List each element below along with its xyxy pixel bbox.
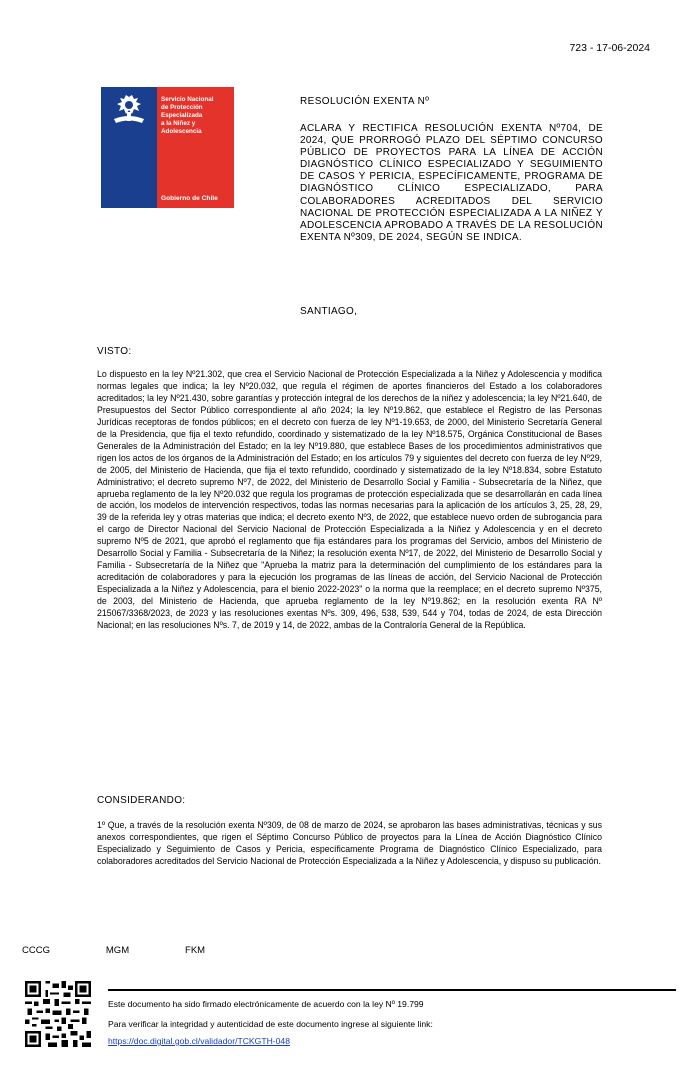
resolution-title: RESOLUCIÓN EXENTA Nº <box>300 96 430 107</box>
city-line: SANTIAGO, <box>300 306 358 317</box>
visto-paragraph: Lo dispuesto en la ley Nº21.302, que crea el Servicio Nacional de Protección Especializada a la Niñez y Adolescencia y modifica normas legales que indica; la ley Nº20.032, que regula el régimen de aportes financieros del Estado a los colaboradores acreditados; la ley Nº21.430, sobre garantías y protección integral de los derechos de la niñez y adolescencia; la ley Nº21.640, de Presupuestos del Sector Público correspondiente al año 2024; la ley Nº19.862, que establece el Registro de las Personas Jurídicas receptoras de fondos públicos; en el decreto con fuerza de ley Nº1-19.653, de 2000, del Ministerio Secretaría General de la Presidencia, que fija el texto refundido, coordinado y sistematizado de la ley Nº18.575, Orgánica Constitucional de Bases Generales de la Administración del Estado; en la ley Nº19.880, que establece Bases de los procedimientos administrativos que rigen los actos de los órganos de la Administración del Estado; en los artículos 79 y siguientes del decreto con fuerza de ley Nº29, de 2005, del Ministerio de Hacienda, que fija el texto refundido, coordinado y sistematizado de la ley Nº18.834, sobre Estatuto Administrativo; el decreto supremo Nº7, de 2022, del Ministerio de Desarrollo Social y Familia - Subsecretaría de la Niñez, que aprueba reglamento de la ley Nº20.032 que regula los programas de protección especializada que se desarrollarán en cada línea de acción, los modelos de intervención respectivos, todas las normas necesarias para la aplicación de los artículos 3, 25, 28, 29, 39 de la referida ley y otras materias que indica; el decreto exento Nº3, de 2022, que establece nuevo orden de subrogancia para el cargo de Director Nacional del Servicio Nacional de Protección Especializada a la Niñez y Adolescencia y en el decreto supremo Nº5 de 2021, que aprobó el reglamento que fija estándares para los programas del Servicio, ambos del Ministerio de Desarrollo Social y Familia - Subsecretaría de la Niñez; la resolución exenta Nº17, de 2022, del Ministerio de Desarrollo Social y Familia - Subsecretaría de la Niñez que "Aprueba la matriz para la determinación del cumplimiento de los estándares para la acreditación de colaboradores y para la ejecución los programas de las líneas de acción, del Servicio Nacional de Protección Especializada a la Niñez y Adolescencia, para el bienio 2022-2023" o la norma que la reemplace; en el decreto supremo Nº375, de 2003, del Ministerio de Hacienda, que aprueba reglamento de la ley Nº19.862; en la resolución exenta RA Nº 215067/3368/2023, de 2023 y las resoluciones exentas Nºs. 309, 496, 538, 539, 544 y 704, todas de 2024, de esta Dirección Nacional; en las resoluciones Nºs. 7, de 2019 y 14, de 2022, ambas de la Contraloría General de la República. <box>97 369 602 631</box>
logo-text-line-2: de Protección <box>161 104 203 111</box>
logo-government-label: Gobierno de Chile <box>161 195 218 202</box>
document-reference: 723 - 17-06-2024 <box>569 42 650 54</box>
resolution-subject: ACLARA Y RECTIFICA RESOLUCIÓN EXENTA Nº704, DE 2024, QUE PRORROGÓ PLAZO DEL SÉPTIMO CONCURSO PÚBLICO DE PROYECTOS PARA LA LÍNEA DE ACCIÓN DIAGNÓSTICO CLÍNICO ESPECIALIZADO Y SEGUIMIENTO DE CASOS Y PERICIA, ESPECÍFICAMENTE, PROGRAMA DE DIAGNÓSTICO CLÍNICO ESPECIALIZADO, PARA COLABORADORES ACREDITADOS DEL SERVICIO NACIONAL DE PROTECCIÓN ESPECIALIZADA A LA NIÑEZ Y ADOLESCENCIA APROBADO A TRAVÉS DE LA RESOLUCIÓN EXENTA Nº309, DE 2024, SEGÚN SE INDICA. <box>300 123 603 243</box>
verification-notice: Para verificar la integridad y autenticidad de este documento ingrese al siguiente link: <box>108 1019 433 1029</box>
logo-text-line-4: a la Niñez y <box>161 120 196 127</box>
considerando-paragraph: 1º Que, a través de la resolución exenta Nº309, de 08 de marzo de 2024, se aprobaron las bases administrativas, técnicas y sus anexos correspondientes, que rigen el Séptimo Concurso Público de proyectos para la Línea de Acción Diagnóstico Clínico Especializado y Seguimiento de Casos y Pericia, específicamente Programa de Diagnóstico Clínico Especializado, para colaboradores acreditados del Servicio Nacional de Protección Especializada a la Niñez y Adolescencia, y dispuso su publicación. <box>97 820 602 866</box>
qr-code-icon <box>24 981 92 1047</box>
footer-divider <box>108 989 676 991</box>
logo-text-line-3: Especializada <box>161 112 203 119</box>
logo-blue-panel <box>101 87 157 208</box>
logo-text-line-5: Adolescencia <box>161 128 202 135</box>
verification-link[interactable]: https://doc.digital.gob.cl/validador/TCKGTH-048 <box>108 1036 290 1046</box>
signer-initials: CCCG MGM FKM <box>22 945 206 956</box>
logo-text-line-1: Servicio Nacional <box>161 96 214 103</box>
signature-notice: Este documento ha sido firmado electrónicamente de acuerdo con la ley Nº 19.799 <box>108 999 424 1009</box>
coat-of-arms-icon <box>108 93 150 127</box>
considerando-heading: CONSIDERANDO: <box>97 795 186 806</box>
visto-heading: VISTO: <box>97 346 132 357</box>
institution-logo <box>101 87 234 208</box>
